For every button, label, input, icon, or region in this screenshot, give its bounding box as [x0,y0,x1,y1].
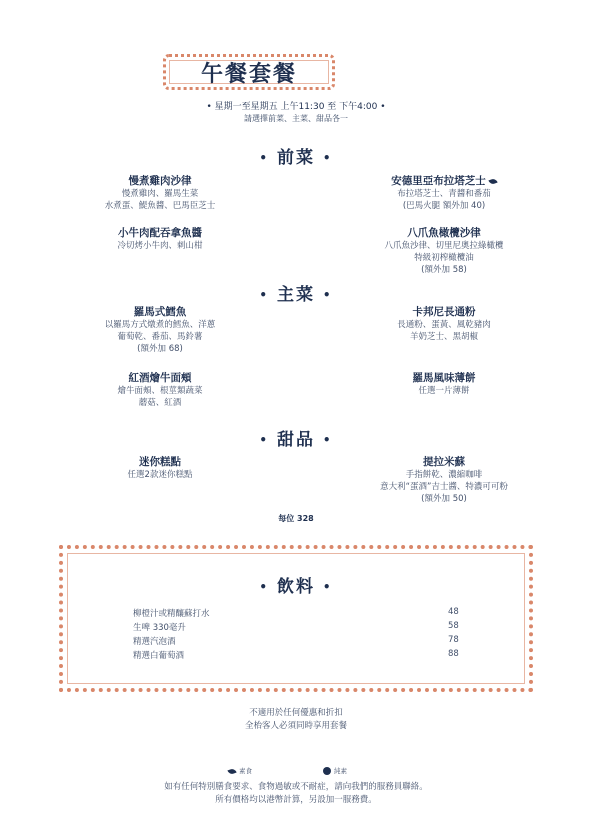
dish-name: 慢煮雞肉沙律 [128,175,192,187]
service-hours: • 星期一至星期五 上午11:30 至 下午4:00 • [206,102,386,112]
dish-roman-cod [60,305,260,355]
dish-desc: 羊奶芝士、黑胡椒 [409,332,478,342]
dish-beef-cheek [60,371,260,409]
footer-dietary: 如有任何特別膳食要求、食物過敏或不耐症，請向我們的服務員聯絡。 [164,782,428,792]
dish-desc: 蘑菇、紅酒 [138,398,182,408]
drink-row [130,607,470,620]
dish-desc: 葡萄乾、番茄、馬鈴薯 [117,332,203,342]
dish-desc: 特級初榨橄欖油 [414,253,474,263]
dish-desc: 以羅馬方式燉煮的鱈魚、洋蔥 [104,320,216,330]
drink-name: 精選汽泡酒 [133,637,176,647]
dish-desc: (額外加 58) [421,265,467,275]
leaf-icon [227,767,236,774]
dish-roman-pizza [344,371,544,397]
drink-name: 生啤 330毫升 [133,623,186,633]
vegan-icon [323,767,331,775]
dish-octopus-salad [344,226,544,276]
dish-name: 紅酒燴牛面頰 [128,372,192,384]
dish-name: 迷你糕點 [139,456,181,468]
dish-name: 小牛肉配吞拿魚醬 [118,227,202,239]
leaf-icon [488,177,497,184]
dish-name: 羅馬風味薄餅 [412,372,476,384]
section-starters: • 前菜 • [259,148,333,168]
drink-price: 78 [448,635,459,645]
dish-desc: 任選2款迷你糕點 [127,470,193,480]
dish-desc: (額外加 68) [137,344,183,354]
dish-name: 安德里亞布拉塔芝士 [391,175,486,187]
menu-title: 午餐套餐 [200,62,297,87]
section-mains: • 主菜 • [259,285,333,305]
dish-desc: 手指餅乾、濃縮咖啡 [405,470,483,480]
dish-name: 八爪魚橄欖沙律 [407,227,481,239]
dish-chicken-salad [60,174,260,212]
dish-desc: 燴牛面頰、根莖類蔬菜 [117,386,203,396]
section-desserts: • 甜品 • [259,430,333,450]
section-drinks: • 飲料 • [259,577,333,597]
dish-desc: (巴馬火腿 額外加 40) [402,201,486,211]
dish-name: 提拉米蘇 [423,456,465,468]
legend-veg: 素食 [228,766,252,775]
drink-row [130,649,470,662]
drink-row [130,635,470,648]
dish-desc: 任選一片薄餅 [418,386,470,396]
disclaimer-discount: 不適用於任何優惠和折扣 [249,708,343,718]
dish-desc: 慢煮雞肉、羅馬生菜 [121,189,199,199]
drink-name: 精選白葡萄酒 [133,651,185,661]
instruction: 請選擇前菜、主菜、甜品各一 [244,114,348,123]
dish-mini-pastries [60,455,260,481]
dish-carbonara [344,305,544,343]
footer-service-charge: 所有價格均以港幣計算，另設加一服務費。 [215,795,377,805]
drink-price: 58 [448,621,459,631]
dish-desc: 布拉塔芝士、青醬和番茄 [397,189,491,199]
dish-desc: (額外加 50) [421,494,467,504]
dish-desc: 冷切烤小牛肉、刺山柑 [117,241,203,251]
dish-desc: 水煮蛋、鯷魚醬、巴馬臣芝士 [104,201,216,211]
dish-burrata [344,174,544,212]
legend-vegan: 純素 [323,766,347,775]
dish-tiramisu [344,455,544,505]
price-per-person: 每位 328 [278,514,314,523]
dish-veal-tonnato [60,226,260,252]
drink-price: 48 [448,607,459,617]
drink-price: 88 [448,649,459,659]
dish-name: 羅馬式鱈魚 [133,306,187,318]
dish-name: 卡邦尼長通粉 [412,306,476,318]
disclaimer-table: 全枱客人必須同時享用套餐 [244,721,347,731]
dish-desc: 長通粉、蛋黃、風乾豬肉 [397,320,491,330]
drink-name: 柳橙汁或精釀蘇打水 [133,609,210,619]
dish-desc: 八爪魚沙律、切里尼奧拉綠橄欖 [384,241,504,251]
dish-desc: 意大利“蛋酒”吉士醬、特濃可可粉 [380,482,508,492]
drink-row [130,621,470,634]
